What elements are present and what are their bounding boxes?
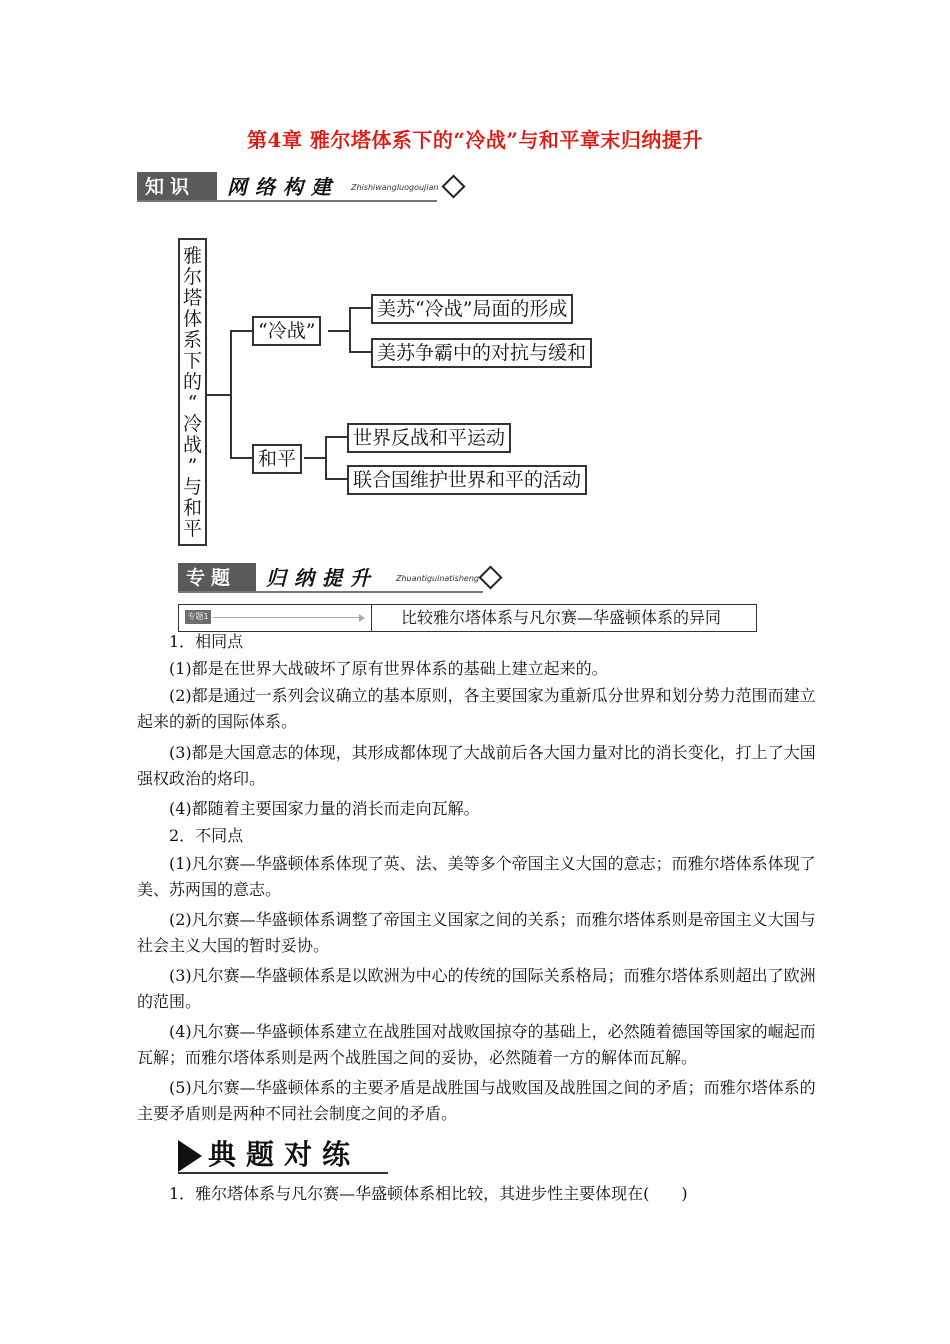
paragraph: (5)凡尔赛—华盛顿体系的主要矛盾是战胜国与战败国及战胜国之间的矛盾；而雅尔塔体系的主要矛盾则是两种不同社会制度之间的矛盾。 (137, 1078, 816, 1123)
banner-pinyin: Zhishiwangluogoujian (351, 183, 439, 192)
arrow-icon (359, 614, 365, 622)
mindmap-root-char: 下 (182, 350, 202, 372)
mindmap-root-char: 尔 (182, 266, 202, 288)
banner-name: 网络构建 (227, 175, 339, 199)
paragraph: (2)凡尔赛—华盛顿体系调整了帝国主义国家之间的关系；而雅尔塔体系则是帝国主义大国与社会主义大国的暂时妥协。 (137, 910, 816, 955)
section-banner-knowledge (137, 172, 467, 202)
paragraph: 2．不同点 (169, 826, 244, 845)
connector-line (349, 351, 371, 353)
banner-tag: 知识 (137, 172, 217, 202)
diamond-icon (478, 565, 502, 589)
paragraph: (1)都是在世界大战破坏了原有世界体系的基础上建立起来的。 (169, 659, 608, 678)
connector-line (304, 457, 326, 459)
connector-line (328, 330, 350, 332)
topic-bar-left (179, 605, 372, 631)
connector-line (349, 307, 371, 309)
banner-name: 归纳提升 (266, 566, 378, 590)
connector-line (325, 478, 347, 480)
section-banner-topic (178, 563, 508, 593)
mindmap-root (178, 238, 207, 546)
banner-underline (137, 200, 437, 202)
paragraph: (1)凡尔赛—华盛顿体系体现了英、法、美等多个帝国主义大国的意志；而雅尔塔体系体现了美、苏两国的意志。 (137, 854, 816, 899)
topic-badge: 专题1 (185, 610, 211, 624)
diamond-icon (441, 174, 465, 198)
connector-line (325, 436, 347, 438)
mindmap-root-char: 的 (182, 371, 202, 393)
mindmap-root-char: ” (187, 455, 198, 477)
mindmap-root-char: 体 (182, 308, 202, 330)
mindmap-root-char: 塔 (182, 287, 202, 309)
mindmap-root-char: 与 (182, 476, 202, 498)
practice-underline (178, 1172, 388, 1174)
mindmap-root-char: 平 (182, 518, 202, 540)
banner-pinyin: Zhuantiguinatisheng (396, 574, 479, 583)
mindmap-root-char: 系 (182, 329, 202, 351)
mindmap-leaf: 美苏争霸中的对抗与缓和 (371, 338, 592, 368)
mindmap-branch-peace: 和平 (252, 444, 302, 474)
practice-banner (178, 1138, 388, 1174)
mindmap-leaf: 美苏“冷战”局面的形成 (371, 294, 573, 324)
mindmap-root-char: “ (187, 392, 198, 414)
mindmap-leaf: 世界反战和平运动 (347, 423, 511, 453)
paragraph: (3)都是大国意志的体现，其形成都体现了大战前后各大国力量对比的消长变化，打上了大国强权政治的烙印。 (137, 743, 816, 788)
arrow-line (213, 617, 361, 618)
topic-title: 比较雅尔塔体系与凡尔赛—华盛顿体系的异同 (401, 608, 722, 627)
practice-label: 典题对练 (208, 1138, 361, 1171)
triangle-icon (178, 1140, 202, 1172)
paragraph: (2)都是通过一系列会议确立的基本原则，各主要国家为重新瓜分世界和划分势力范围而建立起来的新的国际体系。 (137, 686, 816, 731)
page-title: 第4章 雅尔塔体系下的“冷战”与和平章末归纳提升 (247, 128, 703, 152)
banner-tag: 专题 (178, 563, 256, 593)
connector-line (230, 457, 252, 459)
mindmap-root-char: 雅 (182, 245, 202, 267)
paragraph: (4)凡尔赛—华盛顿体系建立在战胜国对战败国掠夺的基础上，必然随着德国等国家的崛起而瓦解；而雅尔塔体系则是两个战胜国之间的妥协，必然随着一方的解体而瓦解。 (137, 1022, 816, 1067)
paragraph: 1．相同点 (169, 632, 244, 651)
paragraph: (3)凡尔赛—华盛顿体系是以欧洲为中心的传统的国际关系格局；而雅尔塔体系则超出了欧洲的范围。 (137, 966, 816, 1011)
connector-line (325, 436, 327, 480)
mindmap-branch-coldwar: “冷战” (252, 316, 321, 346)
connector-line (349, 307, 351, 353)
mindmap-root-char: 战 (182, 434, 202, 456)
mindmap-root-char: 冷 (182, 413, 202, 435)
connector-line (230, 330, 232, 458)
mindmap-leaf: 联合国维护世界和平的活动 (347, 465, 587, 495)
question-1: 1．雅尔塔体系与凡尔赛—华盛顿体系相比较，其进步性主要体现在( ) (169, 1184, 688, 1203)
topic-bar (178, 604, 757, 632)
banner-underline (178, 591, 483, 593)
connector-line (207, 394, 231, 396)
paragraph: (4)都随着主要国家力量的消长而走向瓦解。 (169, 799, 480, 818)
mindmap-root-char: 和 (182, 497, 202, 519)
connector-line (230, 330, 252, 332)
